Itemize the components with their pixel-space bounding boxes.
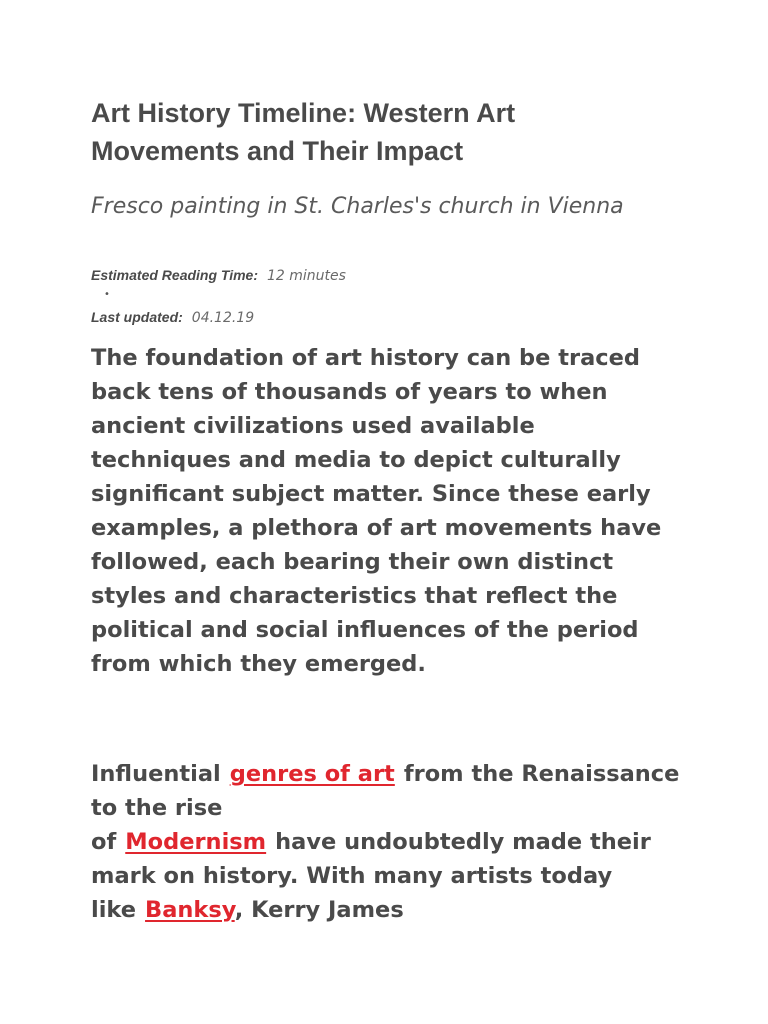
reading-time-row — [91, 266, 346, 285]
banksy-link[interactable]: Banksy — [145, 897, 235, 923]
page-subtitle: Fresco painting in St. Charles's church in Vienna — [91, 194, 624, 219]
last-updated-row — [91, 308, 254, 327]
p2-text-4: have undoubtedly made their mark on history. With many artists today like — [91, 829, 651, 923]
reading-time-value: 12 minutes — [267, 268, 346, 284]
title-line-2: Movements and Their Impact — [91, 136, 464, 166]
title-line-1: Art History Timeline: Western Art — [91, 98, 516, 128]
reading-time-label: Estimated Reading Time: — [91, 267, 259, 283]
meta-bullet: • — [104, 289, 110, 300]
p2-text-3: of — [91, 829, 117, 855]
last-updated-value: 04.12.19 — [191, 310, 255, 326]
genres-of-art-link[interactable]: genres of art — [229, 761, 395, 787]
page-title — [91, 94, 681, 170]
p2-text-2: from the Renaissance to the rise — [91, 761, 680, 821]
last-updated-label: Last updated: — [91, 309, 183, 325]
p2-text-5: , Kerry James — [234, 897, 404, 923]
p2-text-1: Influential — [91, 761, 221, 787]
intro-paragraph: The foundation of art history can be traced back tens of thousands of years to when ancient civilizations used available techniques and media to depict culturally significant subject matter. Since these early examples, a plethora of art movements have followed, each bearing their own distinct styles and characteristics that reflect the political and social influences of the period from which they emerged. — [91, 345, 662, 677]
second-paragraph — [91, 757, 681, 927]
modernism-link[interactable]: Modernism — [125, 829, 267, 855]
